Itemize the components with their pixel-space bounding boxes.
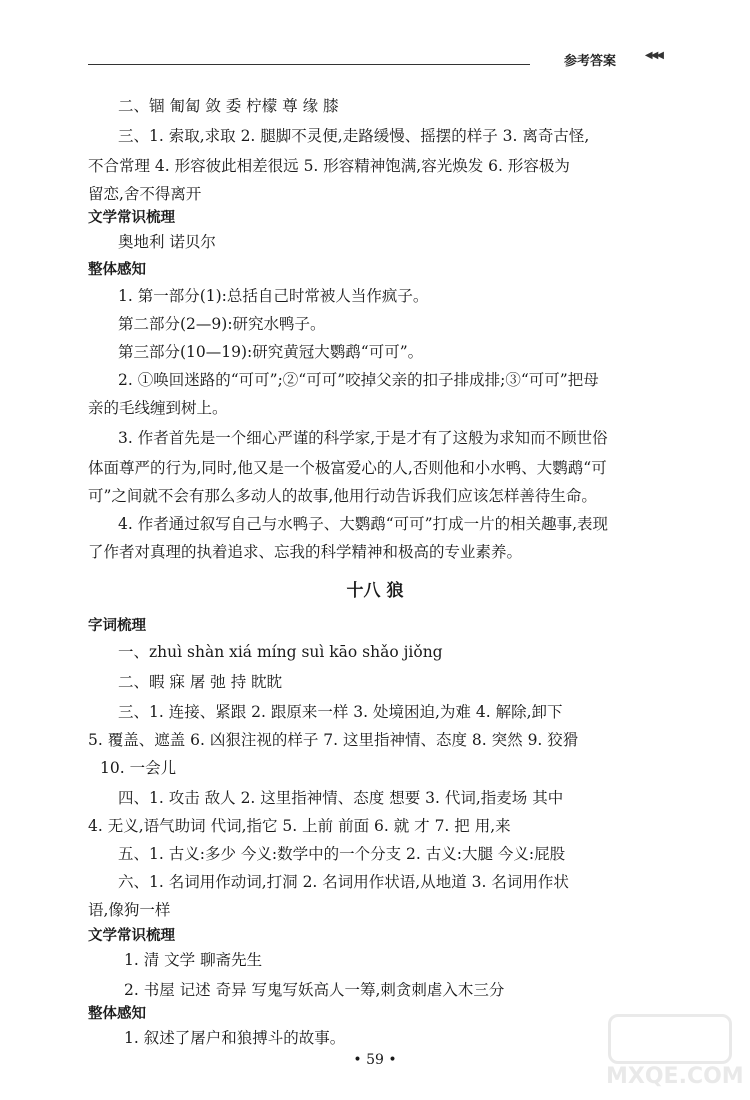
section-heading: 文学常识梳理 (88, 210, 175, 226)
watermark-logo (602, 1012, 742, 1092)
watermark-badge-icon (608, 1014, 732, 1064)
text-line: 第二部分(2—9):研究水鸭子。 (118, 315, 326, 333)
header-rule (88, 64, 530, 65)
text-line: 四、1. 攻击 敌人 2. 这里指神情、态度 想要 3. 代词,指麦场 其中 (118, 789, 564, 807)
text-line: 5. 覆盖、遮盖 6. 凶狠注视的样子 7. 这里指神情、态度 8. 突然 9. 狡猾 (88, 731, 579, 749)
text-line: 二、锢 匍匐 敛 委 柠檬 尊 缘 膝 (118, 97, 339, 115)
text-line: 奥地利 诺贝尔 (118, 233, 216, 251)
text-line: 1. 第一部分(1):总括自己时常被人当作疯子。 (118, 287, 429, 305)
text-line: 了作者对真理的执着追求、忘我的科学精神和极高的专业素养。 (88, 543, 523, 561)
text-line: 五、1. 古义:多少 今义:数学中的一个分支 2. 古义:大腿 今义:屁股 (118, 845, 566, 863)
section-heading: 整体感知 (88, 262, 146, 278)
text-line: 亲的毛线缠到树上。 (88, 399, 228, 417)
text-line: 4. 作者通过叙写自己与水鸭子、大鹦鹉“可可”打成一片的相关趣事,表现 (118, 515, 608, 533)
text-line: 2. 书屋 记述 奇异 写鬼写妖高人一筹,刺贪刺虐入木三分 (124, 981, 505, 999)
header-arrows-icon: ◀◀◀ (644, 50, 662, 61)
text-line: 10. 一会儿 (100, 759, 177, 777)
text-line: 1. 清 文学 聊斋先生 (124, 951, 263, 969)
text-line: 语,像狗一样 (88, 901, 171, 919)
text-line: 三、1. 连接、紧跟 2. 跟原来一样 3. 处境困迫,为难 4. 解除,卸下 (118, 703, 563, 721)
header-label: 参考答案 (563, 54, 616, 69)
text-line: 六、1. 名词用作动词,打洞 2. 名词用作状语,从地道 3. 名词用作状 (118, 873, 569, 891)
text-line: 三、1. 索取,求取 2. 腿脚不灵便,走路缓慢、摇摆的样子 3. 离奇古怪, (118, 127, 590, 145)
text-line: 一、zhuì shàn xiá míng suì kāo shǎo jiǒng (118, 643, 443, 661)
section-heading: 文学常识梳理 (88, 928, 175, 944)
section-heading: 字词梳理 (88, 618, 146, 634)
text-line: 不合常理 4. 形容彼此相差很远 5. 形容精神饱满,容光焕发 6. 形容极为 (88, 157, 570, 175)
running-header (88, 44, 662, 72)
text-line: 1. 叙述了屠户和狼搏斗的故事。 (124, 1029, 346, 1047)
text-line: 2. ①唤回迷路的“可可”;②“可可”咬掉父亲的扣子排成排;③“可可”把母 (118, 371, 599, 389)
text-line: 3. 作者首先是一个细心严谨的科学家,于是才有了这般为求知而不顾世俗 (118, 429, 608, 447)
section-heading: 整体感知 (88, 1006, 146, 1022)
text-line: 留恋,舍不得离开 (88, 185, 202, 203)
watermark-url: MXQE.COM (606, 1064, 744, 1089)
text-line: 4. 无义,语气助词 代词,指它 5. 上前 前面 6. 就 才 7. 把 用,来 (88, 817, 511, 835)
text-line: 第三部分(10—19):研究黄冠大鹦鹉“可可”。 (118, 343, 424, 361)
text-line: 可”之间就不会有那么多动人的故事,他用行动告诉我们应该怎样善待生命。 (88, 487, 597, 505)
chapter-title: 十八 狼 (346, 581, 404, 601)
text-line: 二、暇 寐 屠 弛 持 眈眈 (118, 673, 283, 691)
page-number: • 59 • (353, 1052, 397, 1068)
text-line: 体面尊严的行为,同时,他又是一个极富爱心的人,否则他和小水鸭、大鹦鹉“可 (88, 459, 607, 477)
